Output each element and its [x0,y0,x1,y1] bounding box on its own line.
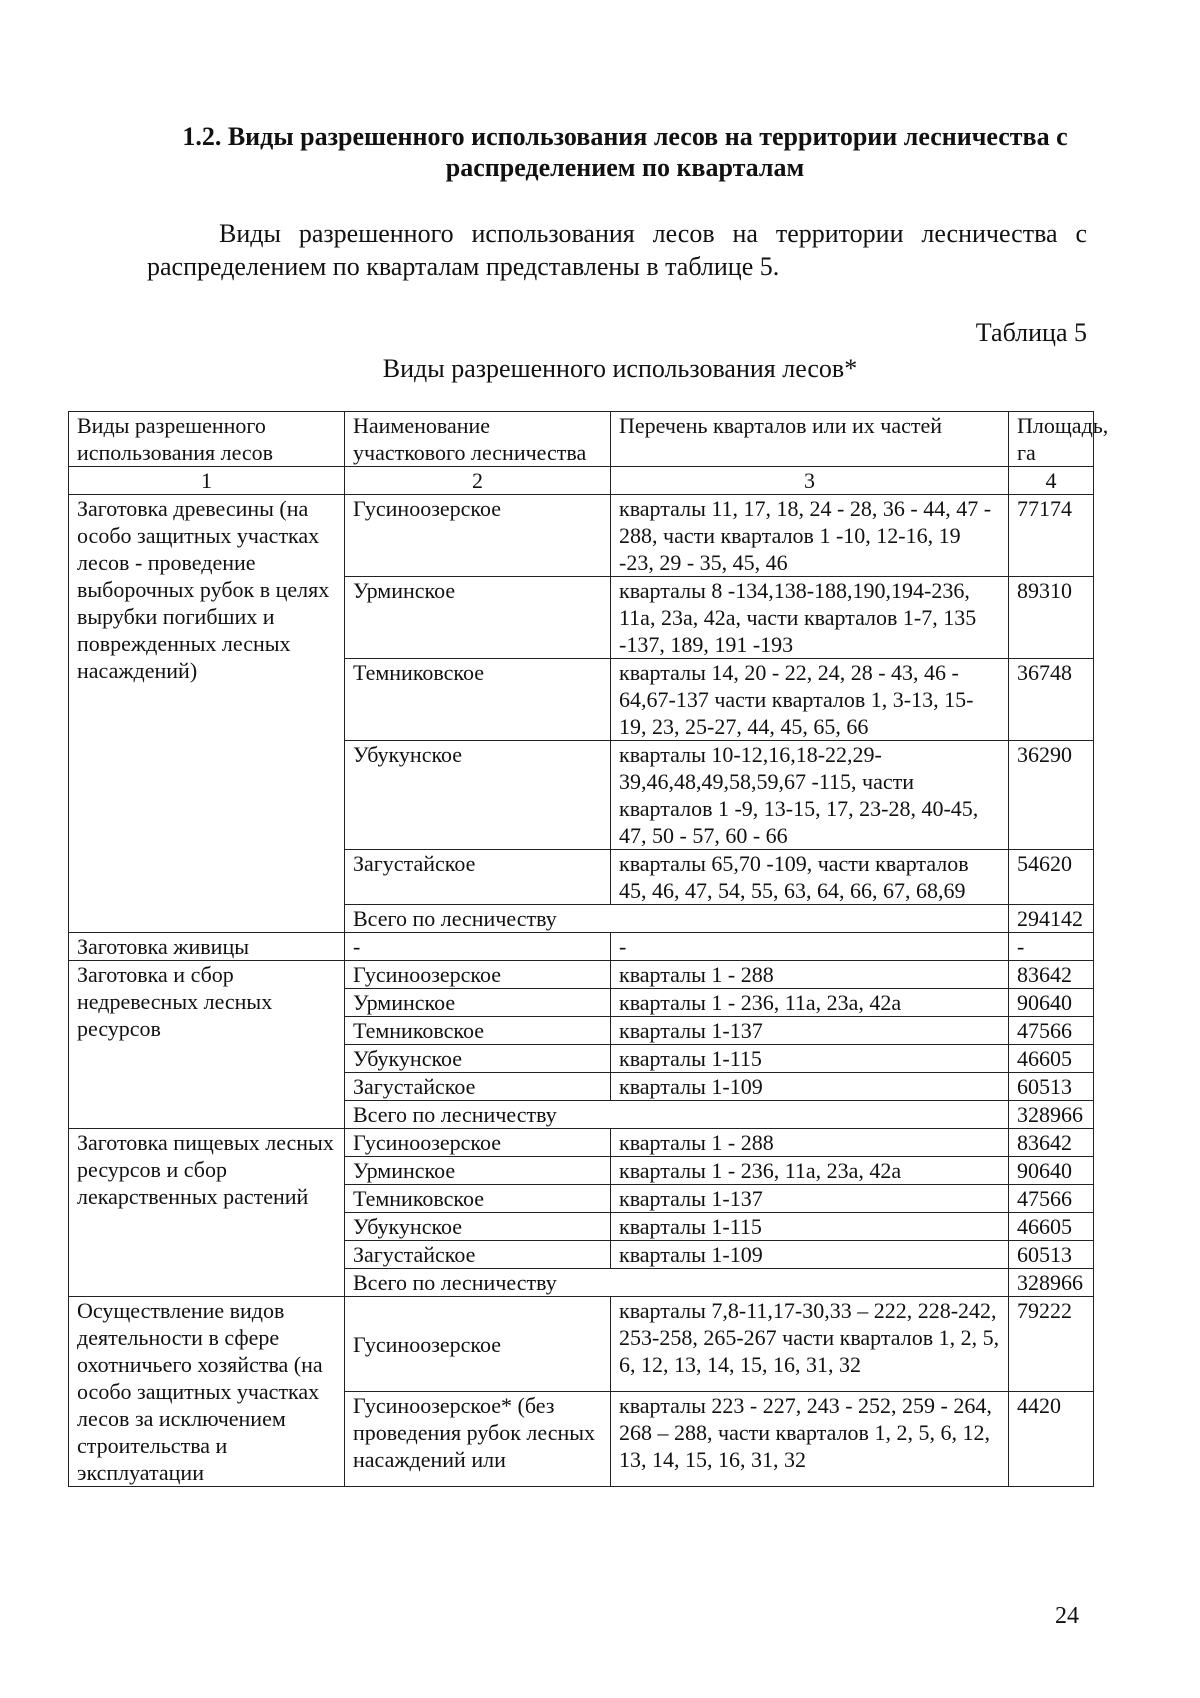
area-cell: 60513 [1009,1073,1094,1101]
use-type-cell: Заготовка и сбор недревесных лесных ресурсов [69,961,345,1129]
area-cell: 90640 [1009,1157,1094,1185]
quarters-cell: кварталы 14, 20 - 22, 24, 28 - 43, 46 - 64,67-137 части кварталов 1, 3-13, 15-19, 23, 25-27, 44, 45, 65, 66 [611,659,1009,741]
header-cell-area: Площадь, га [1009,412,1094,467]
quarters-cell: кварталы 1 - 288 [611,1129,1009,1157]
district-cell: - [345,933,611,961]
district-cell: Загустайское [345,850,611,905]
quarters-cell: - [611,933,1009,961]
area-cell: 79222 [1009,1297,1094,1392]
column-number: 2 [345,467,611,495]
district-cell: Загустайское [345,1073,611,1101]
permitted-uses-table [68,411,1109,1487]
total-label: Всего по лесничеству [345,905,1009,933]
table-row [69,1297,1094,1392]
district-cell: Гусиноозерское [345,1297,611,1392]
quarters-cell: кварталы 1 - 288 [611,961,1009,989]
use-type-cell: Заготовка древесины (на особо защитных участках лесов - проведение выборочных рубок в целях вырубки погибших и поврежденных лесных насаждений) [69,495,345,933]
table-header-row [69,412,1094,467]
area-cell: 46605 [1009,1045,1094,1073]
table-row [69,933,1094,961]
area-cell: 36748 [1009,659,1094,741]
quarters-cell: кварталы 10-12,16,18-22,29-39,46,48,49,58,59,67 -115, части кварталов 1 -9, 13-15, 17, 23-28, 40-45, 47, 50 - 57, 60 - 66 [611,741,1009,850]
area-cell: 60513 [1009,1241,1094,1269]
area-cell: 4420 [1009,1392,1094,1487]
district-cell: Урминское [345,989,611,1017]
quarters-cell: кварталы 223 - 227, 243 - 252, 259 - 264, 268 – 288, части кварталов 1, 2, 5, 6, 12, 13, 14, 15, 16, 31, 32 [611,1392,1009,1487]
district-cell: Урминское [345,577,611,659]
area-cell: 83642 [1009,961,1094,989]
district-cell: Темниковское [345,1185,611,1213]
column-number-row [69,467,1094,495]
district-cell: Убукунское [345,1213,611,1241]
table-row [69,1129,1094,1157]
quarters-cell: кварталы 11, 17, 18, 24 - 28, 36 - 44, 47 - 288, части кварталов 1 -10, 12-16, 19 -23, 29 - 35, 45, 46 [611,495,1009,577]
area-cell: 89310 [1009,577,1094,659]
section-heading: 1.2. Виды разрешенного использования лесов на территории лесничества с распределением по кварталам [182,122,1068,182]
use-type-cell: Осуществление видов деятельности в сфере охотничьего хозяйства (на особо защитных участках лесов за исключением строительства и эксплуатации [69,1297,345,1487]
district-cell: Гусиноозерское* (без проведения рубок лесных насаждений или [345,1392,611,1487]
column-number: 4 [1009,467,1094,495]
district-cell: Гусиноозерское [345,1129,611,1157]
table-row [69,961,1094,989]
district-cell: Загустайское [345,1241,611,1269]
district-cell: Убукунское [345,741,611,850]
area-cell: 36290 [1009,741,1094,850]
quarters-cell: кварталы 1-137 [611,1017,1009,1045]
quarters-cell: кварталы 65,70 -109, части кварталов 45, 46, 47, 54, 55, 63, 64, 66, 67, 68,69 [611,850,1009,905]
total-value: 294142 [1009,905,1094,933]
header-cell-quarters: Перечень кварталов или их частей [611,412,1009,467]
total-value: 328966 [1009,1269,1094,1297]
quarters-cell: кварталы 7,8-11,17-30,33 – 222, 228-242, 253-258, 265-267 части кварталов 1, 2, 5, 6, 12, 13, 14, 15, 16, 31, 32 [611,1297,1009,1392]
table-row [69,495,1094,577]
area-cell: 77174 [1009,495,1094,577]
header-cell-use: Виды разрешенного использования лесов [69,412,345,467]
district-cell: Гусиноозерское [345,495,611,577]
district-cell: Гусиноозерское [345,961,611,989]
quarters-cell: кварталы 8 -134,138-188,190,194-236, 11а, 23а, 42а, части кварталов 1-7, 135 -137, 189, 191 -193 [611,577,1009,659]
table-caption: Виды разрешенного использования лесов* [382,354,858,383]
use-type-cell: Заготовка живицы [69,933,345,961]
column-number: 1 [69,467,345,495]
area-cell: 83642 [1009,1129,1094,1157]
intro-paragraph: Виды разрешенного использования лесов на территории лесничества с распределением по кварталам представлены в таблице 5. [147,219,1087,281]
area-cell: 54620 [1009,850,1094,905]
quarters-cell: кварталы 1 - 236, 11а, 23а, 42а [611,989,1009,1017]
area-cell: 47566 [1009,1017,1094,1045]
column-number: 3 [611,467,1009,495]
area-cell: 46605 [1009,1213,1094,1241]
district-cell: Темниковское [345,1017,611,1045]
table-label: Таблица 5 [975,318,1087,347]
district-cell: Урминское [345,1157,611,1185]
total-value: 328966 [1009,1101,1094,1129]
header-cell-district: Наименование участкового лесничества [345,412,611,467]
quarters-cell: кварталы 1-137 [611,1185,1009,1213]
quarters-cell: кварталы 1-115 [611,1213,1009,1241]
quarters-cell: кварталы 1-109 [611,1073,1009,1101]
quarters-cell: кварталы 1 - 236, 11а, 23а, 42а [611,1157,1009,1185]
total-label: Всего по лесничеству [345,1101,1009,1129]
use-type-cell: Заготовка пищевых лесных ресурсов и сбор лекарственных растений [69,1129,345,1297]
total-label: Всего по лесничеству [345,1269,1009,1297]
quarters-cell: кварталы 1-115 [611,1045,1009,1073]
area-cell: 47566 [1009,1185,1094,1213]
area-cell: 90640 [1009,989,1094,1017]
page-number: 24 [1055,1603,1079,1629]
quarters-cell: кварталы 1-109 [611,1241,1009,1269]
district-cell: Темниковское [345,659,611,741]
area-cell: - [1009,933,1094,961]
district-cell: Убукунское [345,1045,611,1073]
